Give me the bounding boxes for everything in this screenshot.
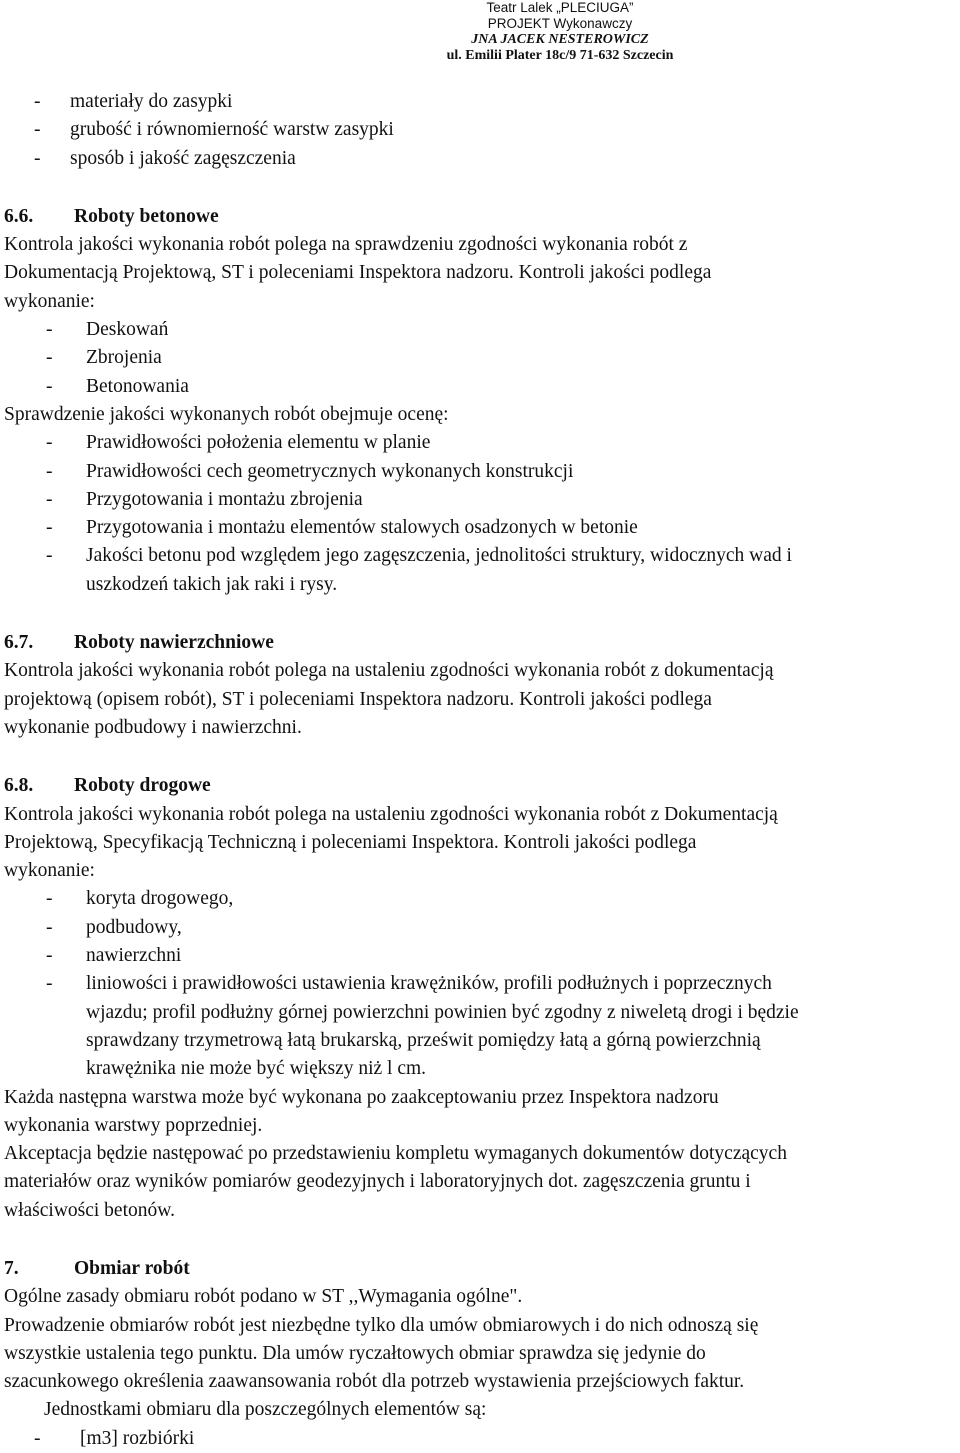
paragraph-line: wykonania warstwy poprzedniej.: [4, 1114, 263, 1136]
paragraph-line: Kontrola jakości wykonania robót polega na sprawdzeniu zgodności wykonania robót z: [4, 234, 688, 256]
paragraph-line: Prowadzenie obmiarów robót jest niezbędne tylko dla umów obmiarowych i do nich odnoszą się: [4, 1314, 759, 1336]
list-item: - koryta drogowego,: [46, 888, 234, 910]
paragraph-line: wykonanie podbudowy i nawierzchni.: [4, 716, 302, 738]
paragraph-line: Każda następna warstwa może być wykonana po zaakceptowaniu przez Inspektora nadzoru: [4, 1086, 719, 1108]
section-heading-6-6: 6.6. Roboty betonowe: [4, 205, 219, 227]
section-heading-7: 7. Obmiar robót: [4, 1257, 190, 1279]
paragraph-line: Ogólne zasady obmiaru robót podano w ST ,,Wymagania ogólne".: [4, 1286, 523, 1308]
header-theatre: Teatr Lalek „PLECIUGA”: [486, 0, 634, 15]
list-item: - [m3] rozbiórki: [34, 1427, 195, 1449]
paragraph-line: wszystkie ustalenia tego punktu. Dla umów ryczałtowych obmiar sprawdza się jedynie do: [4, 1342, 706, 1364]
paragraph-line: projektową (opisem robót), ST i poleceniami Inspektora nadzoru. Kontroli jakości podlega: [4, 688, 712, 710]
document-body: [0, 88, 960, 1453]
list-item: - Przygotowania i montażu elementów stalowych osadzonych w betonie: [46, 517, 638, 539]
paragraph-line: wykonanie:: [4, 290, 95, 312]
paragraph-line: Kontrola jakości wykonania robót polega na ustaleniu zgodności wykonania robót z dokumentacją: [4, 660, 774, 682]
paragraph-line: Dokumentacją Projektową, ST i poleceniami Inspektora nadzoru. Kontroli jakości podlega: [4, 262, 712, 284]
list-item: - Betonowania: [46, 375, 189, 397]
list-item: - grubość i równomierność warstw zasypki: [34, 119, 394, 141]
paragraph-line: Akceptacja będzie następować po przedstawieniu kompletu wymaganych dokumentów dotyczących: [4, 1143, 787, 1165]
paragraph-line: szacunkowego określenia zaawansowania robót dla potrzeb wystawienia przejściowych faktur.: [4, 1371, 745, 1393]
section-heading-6-8: 6.8. Roboty drogowe: [4, 775, 211, 797]
list-item: - materiały do zasypki: [34, 91, 233, 112]
paragraph-line: materiałów oraz wyników pomiarów geodezyjnych i laboratoryjnych dot. zagęszczenia gruntu i: [4, 1171, 751, 1193]
list-item: - Przygotowania i montażu zbrojenia: [46, 488, 363, 510]
list-item: - podbudowy,: [46, 916, 182, 938]
paragraph-line: Jednostkami obmiaru dla poszczególnych elementów są:: [44, 1399, 487, 1421]
section-heading-6-7: 6.7. Roboty nawierzchniowe: [4, 632, 274, 654]
list-item: - Jakości betonu pod względem jego zagęszczenia, jednolitości struktury, widocznych wad i: [46, 545, 792, 567]
paragraph-line: wykonanie:: [4, 860, 95, 882]
list-item: - liniowości i prawidłowości ustawienia krawężników, profili podłużnych i poprzecznych: [46, 973, 772, 995]
list-item-continuation: sprawdzany trzymetrową łatą brukarską, prześwit pomiędzy łatą a górną powierzchnią: [86, 1029, 761, 1051]
list-item: - Deskowań: [46, 319, 169, 341]
paragraph-line: Projektową, Specyfikacją Techniczną i poleceniami Inspektora. Kontroli jakości podlega: [4, 831, 697, 853]
paragraph-line: właściwości betonów.: [4, 1199, 175, 1221]
list-item-continuation: wjazdu; profil podłużny górnej powierzchni powinien być zgodny z niweletą drogi i będzie: [86, 1001, 799, 1023]
paragraph-line: Kontrola jakości wykonania robót polega na ustaleniu zgodności wykonania robót z Dokumentacją: [4, 803, 778, 825]
paragraph-line: Sprawdzenie jakości wykonanych robót obejmuje ocenę:: [4, 403, 449, 425]
list-item: - sposób i jakość zagęszczenia: [34, 147, 296, 169]
header-project: PROJEKT Wykonawczy: [487, 16, 633, 31]
header-author: JNA JACEK NESTEROWICZ: [471, 32, 649, 47]
list-item: - Zbrojenia: [46, 347, 162, 369]
list-item: - nawierzchni: [46, 945, 182, 967]
header-address: ul. Emilii Plater 18c/9 71-632 Szczecin: [446, 48, 674, 63]
page-header: [380, 0, 740, 64]
list-item: - Prawidłowości cech geometrycznych wykonanych konstrukcji: [46, 460, 574, 482]
list-item-continuation: uszkodzeń takich jak raki i rysy.: [86, 573, 338, 595]
list-item-continuation: krawężnika nie może być większy niż l cm.: [86, 1058, 427, 1080]
list-item: - Prawidłowości położenia elementu w planie: [46, 432, 431, 454]
